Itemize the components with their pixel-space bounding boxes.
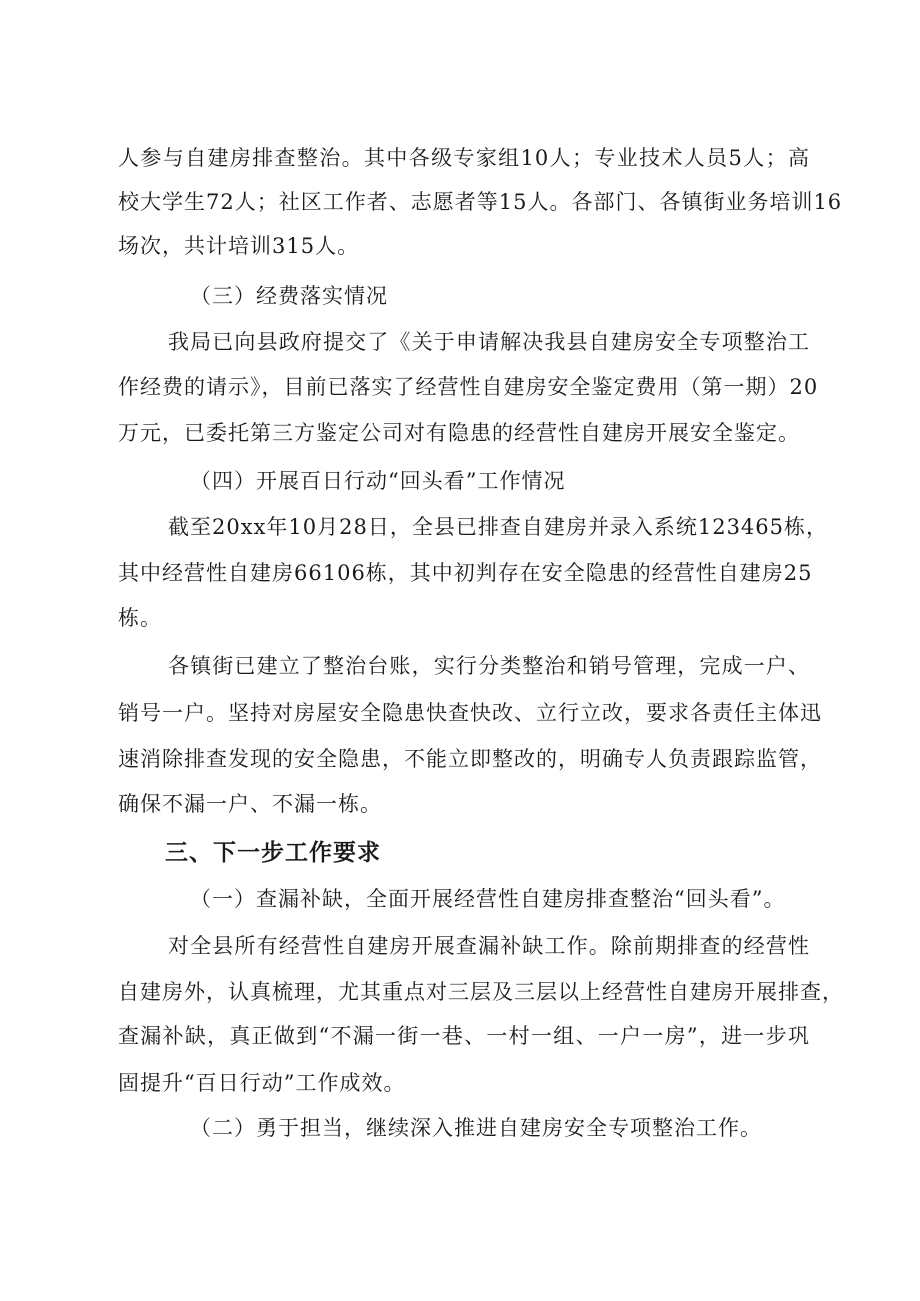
paragraph-line: 确保不漏一户、不漏一栋。 <box>118 792 382 816</box>
subsection-heading: （一）查漏补缺，全面开展经营性自建房排查整治“回头看”。 <box>190 887 786 911</box>
paragraph-line: 固提升“百日行动”工作成效。 <box>118 1071 406 1095</box>
paragraph-line: 对全县所有经营性自建房开展查漏补缺工作。除前期排查的经营性 <box>168 934 810 958</box>
paragraph-line: 作经费的请示》，目前已落实了经营性自建房安全鉴定费用（第一期）20 <box>118 375 819 399</box>
paragraph-line: 销号一户。坚持对房屋安全隐患快查快改、立行立改，要求各责任主体迅 <box>118 701 822 725</box>
subsection-heading: （二）勇于担当，继续深入推进自建房安全专项整治工作。 <box>190 1116 762 1140</box>
paragraph-line: 速消除排查发现的安全隐患，不能立即整改的，明确专人负责跟踪监管， <box>118 747 822 771</box>
paragraph-line: 万元，已委托第三方鉴定公司对有隐患的经营性自建房开展安全鉴定。 <box>118 421 800 445</box>
paragraph-line: 截至20xx年10月28日，全县已排查自建房并录入系统123465栋， <box>168 515 829 539</box>
paragraph-line: 我局已向县政府提交了《关于申请解决我县自建房安全专项整治工 <box>168 330 810 354</box>
section-heading: 三、下一步工作要求 <box>165 840 381 866</box>
paragraph-line: 人参与自建房排查整治。其中各级专家组10人；专业技术人员5人；高 <box>118 146 810 170</box>
paragraph-line: 各镇街已建立了整治台账，实行分类整治和销号管理，完成一户、 <box>168 654 810 678</box>
paragraph-line: 栋。 <box>118 606 162 630</box>
paragraph-line: 校大学生72人；社区工作者、志愿者等15人。各部门、各镇街业务培训16 <box>118 190 843 214</box>
paragraph-line: 场次，共计培训315人。 <box>118 234 360 258</box>
subsection-heading: （四）开展百日行动“回头看”工作情况 <box>190 469 566 493</box>
paragraph-line: 其中经营性自建房66106栋，其中初判存在安全隐患的经营性自建房25 <box>118 561 813 585</box>
paragraph-line: 自建房外，认真梳理，尤其重点对三层及三层以上经营性自建房开展排查， <box>118 980 844 1004</box>
subsection-heading: （三）经费落实情况 <box>190 284 388 308</box>
paragraph-line: 查漏补缺，真正做到“不漏一街一巷、一村一组、一户一房”，进一步巩 <box>118 1024 810 1048</box>
